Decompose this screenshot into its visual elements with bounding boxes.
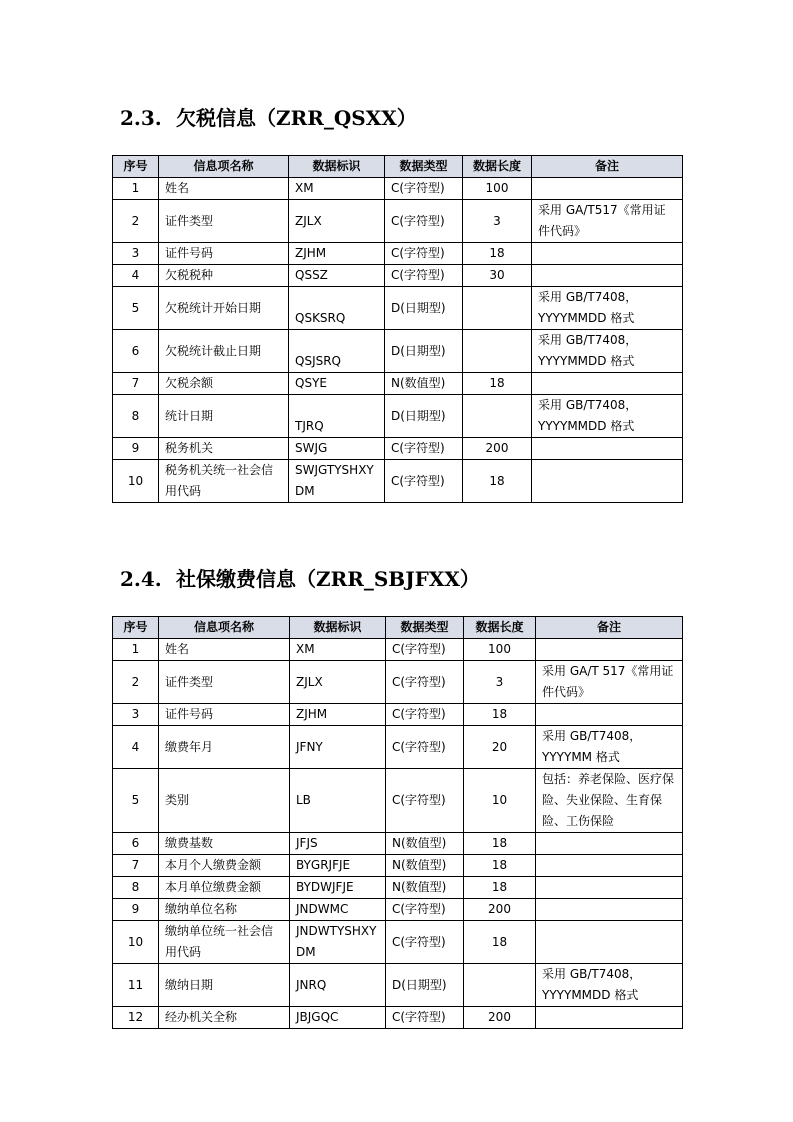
cell-index: 11	[113, 964, 159, 1007]
cell-note	[532, 373, 683, 395]
table-row	[113, 726, 683, 769]
cell-length: 200	[463, 438, 532, 460]
cell-type: C(字符型)	[386, 661, 464, 704]
cell-type: N(数值型)	[385, 373, 463, 395]
cell-code: JNDWMC	[290, 899, 386, 921]
cell-index: 4	[113, 265, 159, 287]
cell-name: 本月单位缴费金额	[159, 877, 290, 899]
cell-index: 5	[113, 769, 159, 833]
col-header-name: 信息项名称	[159, 617, 290, 639]
cell-name: 缴纳单位统一社会信用代码	[159, 921, 290, 964]
cell-note	[536, 1007, 683, 1029]
cell-type: D(日期型)	[385, 330, 463, 373]
col-header-code: 数据标识	[290, 617, 386, 639]
cell-note	[536, 639, 683, 661]
section-title: 社保缴费信息（ZRR_SBJFXX）	[176, 567, 480, 591]
tax-arrears-table	[112, 155, 683, 503]
table-row	[113, 833, 683, 855]
section-heading-tax-arrears	[120, 105, 417, 131]
cell-name: 税务机关	[159, 438, 289, 460]
cell-index: 1	[113, 639, 159, 661]
col-header-note: 备注	[532, 156, 683, 178]
cell-type: C(字符型)	[386, 1007, 464, 1029]
cell-name: 证件号码	[159, 704, 290, 726]
col-header-type: 数据类型	[386, 617, 464, 639]
section-title: 欠税信息（ZRR_QSXX）	[176, 106, 417, 130]
cell-type: C(字符型)	[385, 438, 463, 460]
cell-code: JNDWTYSHXYDM	[290, 921, 386, 964]
cell-length: 18	[464, 833, 536, 855]
cell-code: XM	[290, 639, 386, 661]
table-row	[113, 243, 683, 265]
cell-code: QSKSRQ	[289, 287, 385, 330]
col-header-name: 信息项名称	[159, 156, 289, 178]
cell-code: LB	[290, 769, 386, 833]
cell-note	[532, 178, 683, 200]
cell-type: C(字符型)	[386, 704, 464, 726]
cell-length: 3	[464, 661, 536, 704]
cell-length: 30	[463, 265, 532, 287]
table-row	[113, 661, 683, 704]
col-header-code: 数据标识	[289, 156, 385, 178]
cell-code: QSSZ	[289, 265, 385, 287]
cell-note	[532, 265, 683, 287]
section-number: 2.4.	[120, 567, 162, 591]
cell-code: BYDWJFJE	[290, 877, 386, 899]
col-header-length: 数据长度	[463, 156, 532, 178]
cell-name: 证件类型	[159, 200, 289, 243]
cell-type: N(数值型)	[386, 877, 464, 899]
cell-name: 统计日期	[159, 395, 289, 438]
cell-length: 20	[464, 726, 536, 769]
table-header-row	[113, 617, 683, 639]
cell-name: 本月个人缴费金额	[159, 855, 290, 877]
cell-type: D(日期型)	[385, 287, 463, 330]
cell-name: 经办机关全称	[159, 1007, 290, 1029]
cell-code: ZJLX	[290, 661, 386, 704]
table-row	[113, 287, 683, 330]
cell-length: 200	[464, 899, 536, 921]
cell-length: 18	[463, 373, 532, 395]
cell-note: 采用 GB/T7408，YYYYMMDD 格式	[532, 330, 683, 373]
cell-index: 5	[113, 287, 159, 330]
cell-name: 缴纳日期	[159, 964, 290, 1007]
cell-index: 2	[113, 661, 159, 704]
cell-code: ZJHM	[289, 243, 385, 265]
cell-type: C(字符型)	[386, 726, 464, 769]
cell-name: 缴纳单位名称	[159, 899, 290, 921]
cell-index: 9	[113, 899, 159, 921]
cell-note: 采用 GB/T7408，YYYYMMDD 格式	[536, 964, 683, 1007]
cell-length: 18	[463, 460, 532, 503]
cell-length	[464, 964, 536, 1007]
table-header-row	[113, 156, 683, 178]
table-row	[113, 964, 683, 1007]
cell-length: 18	[464, 704, 536, 726]
cell-note: 采用 GB/T7408，YYYYMMDD 格式	[532, 395, 683, 438]
col-header-length: 数据长度	[464, 617, 536, 639]
cell-code: QSJSRQ	[289, 330, 385, 373]
cell-index: 9	[113, 438, 159, 460]
cell-type: C(字符型)	[386, 921, 464, 964]
col-header-index: 序号	[113, 617, 159, 639]
cell-type: C(字符型)	[385, 178, 463, 200]
cell-type: C(字符型)	[385, 460, 463, 503]
cell-type: N(数值型)	[386, 833, 464, 855]
cell-index: 3	[113, 704, 159, 726]
cell-length	[463, 395, 532, 438]
social-insurance-table	[112, 616, 683, 1029]
cell-length: 100	[464, 639, 536, 661]
table-row	[113, 373, 683, 395]
cell-note	[532, 438, 683, 460]
cell-name: 证件号码	[159, 243, 289, 265]
table-row	[113, 395, 683, 438]
cell-index: 4	[113, 726, 159, 769]
cell-type: C(字符型)	[386, 639, 464, 661]
cell-name: 姓名	[159, 639, 290, 661]
cell-type: C(字符型)	[386, 899, 464, 921]
cell-note	[536, 877, 683, 899]
cell-code: ZJLX	[289, 200, 385, 243]
cell-name: 欠税统计开始日期	[159, 287, 289, 330]
cell-name: 欠税税种	[159, 265, 289, 287]
cell-length: 18	[464, 877, 536, 899]
col-header-note: 备注	[536, 617, 683, 639]
cell-index: 6	[113, 330, 159, 373]
cell-type: C(字符型)	[385, 243, 463, 265]
cell-name: 姓名	[159, 178, 289, 200]
table-row	[113, 639, 683, 661]
cell-code: BYGRJFJE	[290, 855, 386, 877]
cell-note	[532, 460, 683, 503]
cell-length: 100	[463, 178, 532, 200]
cell-code: JBJGQC	[290, 1007, 386, 1029]
cell-index: 12	[113, 1007, 159, 1029]
cell-note	[536, 704, 683, 726]
table-row	[113, 330, 683, 373]
cell-note: 采用 GB/T7408，YYYYMM 格式	[536, 726, 683, 769]
table-row	[113, 899, 683, 921]
cell-note	[536, 921, 683, 964]
cell-code: XM	[289, 178, 385, 200]
cell-note	[532, 243, 683, 265]
table-row	[113, 855, 683, 877]
table-row	[113, 1007, 683, 1029]
cell-name: 类别	[159, 769, 290, 833]
cell-name: 税务机关统一社会信用代码	[159, 460, 289, 503]
cell-type: D(日期型)	[386, 964, 464, 1007]
cell-note	[536, 855, 683, 877]
cell-length	[463, 287, 532, 330]
table-row	[113, 877, 683, 899]
cell-index: 7	[113, 855, 159, 877]
table-row	[113, 200, 683, 243]
cell-index: 1	[113, 178, 159, 200]
col-header-type: 数据类型	[385, 156, 463, 178]
cell-index: 3	[113, 243, 159, 265]
col-header-index: 序号	[113, 156, 159, 178]
cell-code: QSYE	[289, 373, 385, 395]
cell-index: 7	[113, 373, 159, 395]
cell-index: 10	[113, 921, 159, 964]
cell-index: 6	[113, 833, 159, 855]
table-row	[113, 921, 683, 964]
cell-note	[536, 899, 683, 921]
cell-note: 采用 GB/T7408，YYYYMMDD 格式	[532, 287, 683, 330]
cell-index: 10	[113, 460, 159, 503]
cell-index: 2	[113, 200, 159, 243]
cell-type: C(字符型)	[385, 265, 463, 287]
table-row	[113, 265, 683, 287]
cell-name: 证件类型	[159, 661, 290, 704]
cell-type: C(字符型)	[385, 200, 463, 243]
table-row	[113, 178, 683, 200]
table-row	[113, 438, 683, 460]
section-heading-social-insurance	[120, 566, 480, 592]
table-row	[113, 460, 683, 503]
cell-code: JFNY	[290, 726, 386, 769]
cell-index: 8	[113, 395, 159, 438]
cell-note: 包括：养老保险、医疗保险、失业保险、生育保险、工伤保险	[536, 769, 683, 833]
cell-length	[463, 330, 532, 373]
section-number: 2.3.	[120, 106, 162, 130]
cell-length: 3	[463, 200, 532, 243]
cell-code: TJRQ	[289, 395, 385, 438]
cell-code: ZJHM	[290, 704, 386, 726]
cell-length: 10	[464, 769, 536, 833]
cell-type: N(数值型)	[386, 855, 464, 877]
cell-code: SWJGTYSHXYDM	[289, 460, 385, 503]
cell-type: D(日期型)	[385, 395, 463, 438]
cell-type: C(字符型)	[386, 769, 464, 833]
cell-name: 欠税余额	[159, 373, 289, 395]
cell-name: 缴费基数	[159, 833, 290, 855]
table-row	[113, 704, 683, 726]
table-row	[113, 769, 683, 833]
cell-code: SWJG	[289, 438, 385, 460]
cell-code: JFJS	[290, 833, 386, 855]
cell-length: 18	[463, 243, 532, 265]
cell-name: 缴费年月	[159, 726, 290, 769]
cell-length: 18	[464, 855, 536, 877]
cell-note	[536, 833, 683, 855]
cell-note: 采用 GA/T517《常用证件代码》	[532, 200, 683, 243]
cell-code: JNRQ	[290, 964, 386, 1007]
cell-name: 欠税统计截止日期	[159, 330, 289, 373]
cell-length: 18	[464, 921, 536, 964]
cell-note: 采用 GA/T 517《常用证件代码》	[536, 661, 683, 704]
cell-index: 8	[113, 877, 159, 899]
cell-length: 200	[464, 1007, 536, 1029]
